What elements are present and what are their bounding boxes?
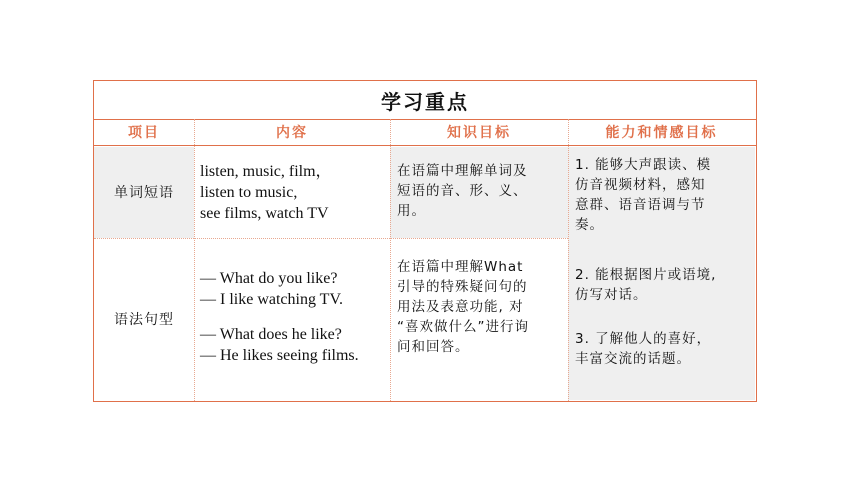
header-item: 项目 [128, 125, 160, 141]
ability-line: 奏。 [575, 217, 604, 233]
ability-1 [575, 155, 755, 235]
row2-knowledge-line: 引导的特殊疑问句的 [397, 279, 528, 295]
header-knowledge: 知识目标 [447, 125, 511, 141]
row2-content-line: — He likes seeing films. [200, 347, 359, 364]
ability-line: 意群、语音语调与节 [575, 197, 706, 213]
row2-content-line: — I like watching TV. [200, 291, 343, 308]
row1-content [200, 161, 388, 224]
table-title: 学习重点 [94, 81, 756, 120]
row2-knowledge-line: “喜欢做什么”进行询 [397, 319, 529, 335]
col-divider-2 [390, 119, 391, 401]
row2-knowledge-line: 用法及表意功能, 对 [397, 299, 524, 315]
ability-3 [575, 329, 755, 369]
row1-content-line: listen to music, [200, 184, 298, 201]
row2-content [200, 268, 388, 366]
ability-line: 丰富交流的话题。 [575, 351, 691, 367]
row2-knowledge-line: 问和回答。 [397, 339, 470, 355]
ability-line: 2. 能根据图片或语境, [575, 267, 717, 283]
row1-knowledge-line: 在语篇中理解单词及 [397, 163, 528, 179]
row2-category: 语法句型 [114, 312, 174, 328]
ability-line: 仿写对话。 [575, 287, 648, 303]
row1-content-line: see films, watch TV [200, 205, 329, 222]
col-divider-3 [568, 119, 569, 401]
ability-line: 3. 了解他人的喜好， [575, 331, 712, 347]
col-divider-1 [194, 119, 195, 401]
row2-content-line: — What does he like? [200, 326, 342, 343]
learning-focus-table [93, 80, 757, 402]
header-content: 内容 [276, 125, 308, 141]
row2-knowledge [397, 257, 567, 357]
header-ability: 能力和情感目标 [605, 125, 718, 141]
row1-knowledge-line: 短语的音、形、义、 [397, 183, 528, 199]
row2-content-line: — What do you like? [200, 270, 338, 287]
row1-content-line: listen, music, film， [200, 163, 332, 180]
row1-knowledge-line: 用。 [397, 203, 426, 219]
row1-knowledge [397, 161, 567, 221]
row1-category: 单词短语 [114, 184, 174, 201]
ability-2 [575, 265, 755, 305]
ability-line: 仿音视频材料，感知 [575, 177, 706, 193]
ability-line: 1. 能够大声跟读、模 [575, 157, 712, 173]
row2-knowledge-line: 在语篇中理解What [397, 259, 524, 275]
